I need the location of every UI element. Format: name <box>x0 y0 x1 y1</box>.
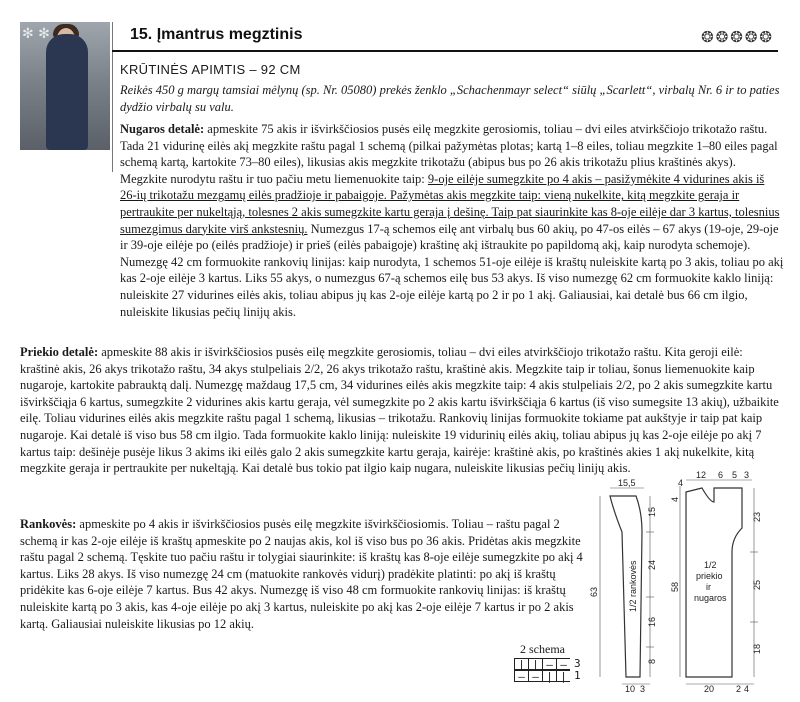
schema2-row-top <box>514 658 581 670</box>
pattern-header <box>112 22 778 52</box>
pattern-title: 15. Įmantrus megztinis <box>130 26 303 43</box>
sleeve-label: 1/2 rankovės <box>628 560 638 612</box>
body-left-neck-depth: 4 <box>670 496 680 502</box>
schema2-cell: – <box>542 658 556 670</box>
yarn-ball-icon: ❂ <box>744 28 760 46</box>
schema2-cell: – <box>556 658 570 670</box>
body-top-shoulder: 4 <box>678 478 684 488</box>
schema2-grid <box>514 658 581 682</box>
body-left-total: 58 <box>670 581 680 592</box>
sweater-photo <box>20 22 110 150</box>
sleeves-section <box>20 516 590 632</box>
back-section <box>120 121 784 320</box>
back-text-underlined: 9-oje eilėje sumegzkite po 4 akis – pasižymėkite 4 vidurines akis iš 26-ių trikotažu mezgamų eilės pradžioje ir pabaigoje. Pažymėtas akis megzkite taip: vieną nukelkite, kitą megzkite geraja ir pertraukite per nukeltąją, tolesnes 2 akis sumegzkite kartu geraja į dešinę. Taip pat siaurinkite kas 8-oje eilėje dar 3 kartus, tolesnius sumezgimus darykite virš ankstesnių. <box>120 171 780 236</box>
sleeve-upper-length: 24 <box>647 559 657 570</box>
yarn-ball-icon: ❂ <box>715 28 731 46</box>
schema2-row-number: 1 <box>574 669 581 682</box>
sleeves-heading: Rankovės: <box>20 517 77 531</box>
schema2-row-bottom <box>514 670 581 682</box>
sleeve-schematic <box>589 478 657 694</box>
yarn-ball-icon: ❂ <box>759 28 774 46</box>
schema2-cell: | <box>528 658 542 670</box>
body-label-line4: nugaros <box>694 593 727 603</box>
schema2-cell: | <box>514 658 528 670</box>
schema2-cell: – <box>528 670 542 682</box>
sleeve-cuff-length: 8 <box>647 658 657 664</box>
schema2-label: 2 schema <box>520 642 565 656</box>
size-line: KRŪTINĖS APIMTIS – 92 CM <box>120 62 301 77</box>
body-bottom-right-a: 2 <box>736 684 742 694</box>
body-top-shoulder-right: 5 <box>732 470 738 480</box>
body-label-line1: 1/2 <box>704 560 717 570</box>
schema2-cell: | <box>542 670 556 682</box>
body-top-edge: 3 <box>744 470 750 480</box>
body-label-line2: priekio <box>696 571 723 581</box>
body-right-bottom: 18 <box>752 643 762 654</box>
body-bottom-right-b: 4 <box>744 684 750 694</box>
body-label-line3: ir <box>706 582 711 592</box>
front-text: apmeskite 88 akis ir išvirkščiosios pusės eilę megzkite gerosiomis, toliau – dvi eiles atvirkščiojo trikotažo raštu. Kita geroji eilė: kraštinė akis, 26 akys trikotažo raštu, 34 akys stulpeliais 2/2, 26 akys trikotažo raštu, kraštinė akis. Megzkite taip ir toliau, šonus liemenuokite kaip nugaroje, kartokite pabrauktą dalį. Numezgę maždaug 17,5 cm, 34 vidurines eilės akis megzkite taip: 4 akis stulpeliais 2/2, po 2 akis sumegzkite kartu išvirkščiąja 6 kartus, sumegzkite 2 vidurines akis kartu geraja, vėl sumegzkite po 2 akis kartu išvirkščiąja 6 kartus (iš viso sumegsite 13 akių), užbaikite eilę. Toliau vidurines eilės akis megzkite raštu pagal 1 schemą, likusias – trikotažu. Rankovių linijas formuokite tokiame pat aukštyje ir taip pat kaip nugaroje. Kai detalė iš viso bus 58 cm ilgio. Tada formuokite kaklo liniją: nuleiskite 19 vidurinių eilės akių, toliau abipus jų kas 2-oje eilėje po akį 7 kartus taip: dešinėje pusėje likus 3 akims iki eilės galo 2 akis sumegzkite kartu geraja, kairėje: kraštinė akis, po kraštinės akies 1 akį nukelkite, kitą megzkite geraja ir pertraukite per nukeltąją. Kai detalė bus tokio pat ilgio kaip nugara, nuleiskite likusias pečių linijų akis. <box>20 345 779 476</box>
yarn-ball-icon: ❂ <box>730 28 745 46</box>
schematic-diagram <box>589 470 800 702</box>
back-heading: Nugaros detalė: <box>120 122 205 136</box>
body-top-neck-left: 12 <box>696 470 707 480</box>
back-text-a: apmeskite 75 akis ir išvirkščiosios pusės eilę megzkite gerosiomis, toliau – dvi eiles atvirkščiojo trikotažo raštu. Tada 21 vidurinę eilės akį megzkite raštu pagal 1 schemą (pilkai pažymėtas plotas; kartą 1–8 eiles, toliau megzkite 1–80 eiles pagal schemą kartą, kartokite 73–80 eiles), likusias akis megzkite trikotažu (abipus bus po 26 akis trikotažu plius kraštinės akys). Megzkite nurodytu raštu ir tuo pačiu metu liemenuokite taip: <box>120 122 778 186</box>
sleeve-bottom-left: 10 <box>625 684 636 694</box>
model-sweater <box>46 34 88 150</box>
schema2-cell: – <box>514 670 528 682</box>
sleeve-cap-height: 15 <box>647 506 657 517</box>
body-right-top: 23 <box>752 511 762 522</box>
yarn-ball-icon: ❂ <box>701 28 716 46</box>
schema2-row-number: 3 <box>574 657 581 670</box>
sleeve-lower-length: 16 <box>647 616 657 627</box>
body-bottom-width: 20 <box>704 684 715 694</box>
front-section <box>20 344 784 477</box>
sleeve-top-width: 15,5 <box>618 478 636 488</box>
body-right-mid: 25 <box>752 579 762 590</box>
body-schematic <box>670 470 762 694</box>
schema2-cell: | <box>556 670 570 682</box>
body-top-neck: 6 <box>718 470 724 480</box>
back-text-b: Numezgus 17-ą schemos eilę ant virbalų bus 60 akių, po 47-os eilės – 67 akys (19-oje, 29-oje ir 39-oje eilėje po (eilės pradžioje) ir prieš (eilės pabaigoje) kraštinę akį ištraukite po papildomą akį, kaip nurodyta schemoje). Numezgę 42 cm formuokite rankovių linijas: kaip nurodyta, 1 schemos 51-oje eilėje iš kraštų nuleiskite kartą po 3 akis, toliau po akį kas 2-oje eilėje 3 kartus. Liks 55 akys, o numezgus 67-ą schemos eilę bus 53 akys. Iš viso numezgę 62 cm formuokite kaklo liniją: nuleiskite 27 vidurines eilės akis, toliau abipus jų kas 2-oje eilėje kartą po 2 ir po 1 akį. Galiausiai, kai detalė bus 66 cm ilgio, nuleiskite likusias pečių linijų akis. <box>120 221 784 319</box>
sleeve-bottom-right: 3 <box>640 684 646 694</box>
sleeve-total-length: 63 <box>589 586 599 597</box>
materials-intro: Reikės 450 g margų tamsiai mėlynų (sp. Nr. 05080) prekės ženklo „Schachenmayr select“ siūlų „Scarlett“, virbalų Nr. 6 ir to paties dydžio virbalų su valu. <box>120 83 780 114</box>
deer-antler-icon: ✻ ✻ <box>22 26 50 42</box>
difficulty-rating <box>701 28 774 46</box>
front-heading: Priekio detalė: <box>20 345 99 359</box>
sleeves-text: apmeskite po 4 akis ir išvirkščiosios pusės eilę megzkite išvirkščiosiomis. Toliau – raštu pagal 2 schemą ir kas 2-oje eilėje iš kraštų apmeskite po 2 naujas akis, kol iš viso bus po 36 akis. Pridėtas akis megzkite raštu pagal 2 schemą. Tęskite tuo pačiu raštu ir tolygiai siaurinkite: iš kraštų kas 8-oje eilėje sumegzkite po akį 4 kartus. Liks 28 akys. Iš viso numezgę 24 cm (matuokite rankovės vidurį) pradėkite platinti: po akį iš kraštų pridėkite kas 6-oje eilėje 7 kartus. Bus 42 akys. Numezgę iš viso 48 cm formuokite rankovių linijas: iš kraštų nuleiskite kartą po 3 akis, kas 4-oje eilėje po akį 3 kartus, nuleiskite po akį kas 2-oje eilėje 7 kartus ir po 2 akis kartą. Galiausiai nuleiskite likusias po 12 akių. <box>20 517 583 631</box>
